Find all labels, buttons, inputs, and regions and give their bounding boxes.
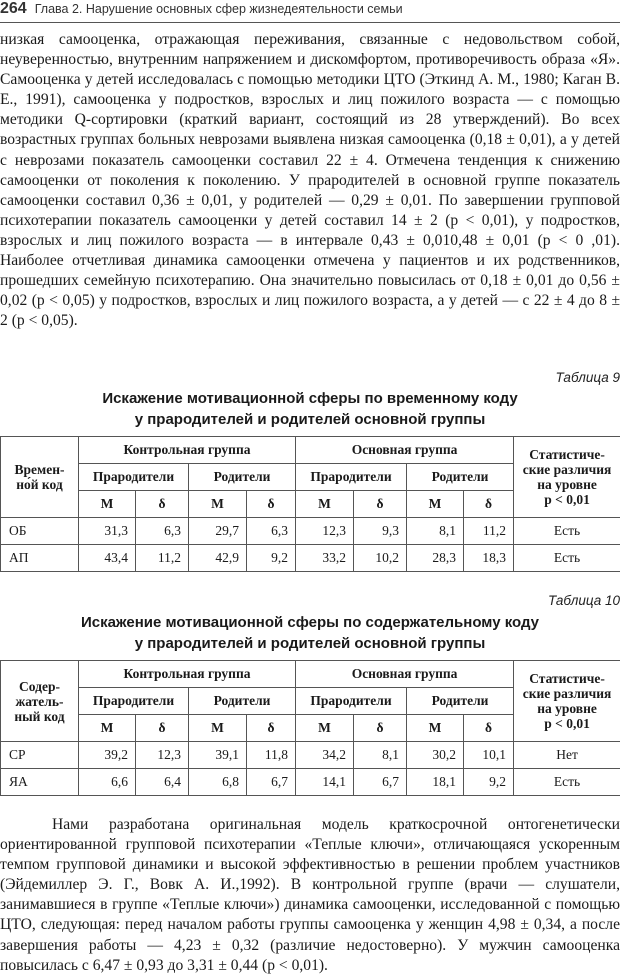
cell: 11,8 xyxy=(247,742,296,769)
cell: 12,3 xyxy=(296,518,354,545)
cell: 6,3 xyxy=(136,518,189,545)
table10-col-d: δ xyxy=(464,715,514,742)
table10-sub-grandparents-main: Прародители xyxy=(296,688,407,715)
table9-col-m: М xyxy=(189,491,247,518)
cell: 33,2 xyxy=(296,545,354,572)
stat-cell: Есть xyxy=(514,518,620,545)
cell: 11,2 xyxy=(136,545,189,572)
cell: 11,2 xyxy=(464,518,514,545)
table-row xyxy=(1,769,620,796)
cell: 34,2 xyxy=(296,742,354,769)
stat-cell: Есть xyxy=(514,545,620,572)
cell: 30,2 xyxy=(407,742,464,769)
cell: 6,7 xyxy=(247,769,296,796)
cell: 6,4 xyxy=(136,769,189,796)
cell: 9,2 xyxy=(464,769,514,796)
table10-col-d: δ xyxy=(247,715,296,742)
table10-sub-grandparents-control: Прародители xyxy=(79,688,189,715)
table10-title-line1: Искажение мотивационной сферы по содержательному коду xyxy=(80,614,540,631)
cell: 9,3 xyxy=(354,518,407,545)
table10-sub-parents-main: Родители xyxy=(407,688,514,715)
table9-title-line1: Искажение мотивационной сферы по временному коду xyxy=(102,390,518,407)
table10-col-m: М xyxy=(189,715,247,742)
row-label: СР xyxy=(1,742,79,769)
page-header xyxy=(0,0,620,22)
cell: 8,1 xyxy=(354,742,407,769)
cell: 42,9 xyxy=(189,545,247,572)
cell: 39,2 xyxy=(79,742,136,769)
table9-col-d: δ xyxy=(464,491,514,518)
running-head: Глава 2. Нарушение основных сфер жизнедеятельности семьи xyxy=(34,2,403,16)
table9-col-d: δ xyxy=(354,491,407,518)
table9 xyxy=(0,436,620,572)
table-row xyxy=(1,518,620,545)
table9-col-m: М xyxy=(79,491,136,518)
intro-paragraph: низкая самооценка, отражающая переживания, связанные с недовольством собой, неуверенностью, внутренним напряжением и дискомфортом, противоречивость образа «Я». Самооценка у детей исследовалась с помощью методики ЦТО (Эткинд А. М., 1980; Каган В. Е., 1991), самооценка у подростков, взрослых и лиц пожилого возраста — с помощью методики Q-сортировки (краткий вариант, состоящий из 28 утверждений). Во всех возрастных группах больных неврозами выявлена низкая самооценка (0,18 ± 0,01), а у детей с неврозами показатель самооценки составил 22 ± 4. Отмечена тенденция к снижению самооценки от поколения к поколению. У прародителей в основной группе показатель самооценки составил 0,36 ± 0,01, у родителей — 0,29 ± 0,01. По завершении групповой психотерапии показатель самооценки у детей составил 14 ± 2 (р < 0,01), у подростков, взрослых и лиц пожилого возраста — в интервале 0,43 ± 0,010,48 ± 0,01 (р < 0 ,01). Наиболее отчетливая динамика самооценки отмечена у пациентов и их родственников, прошедших семейную психотерапию. Она значительно повысилась от 0,18 ± 0,01 до 0,56 ± 0,02 (р < 0,05) у подростков, взрослых и лиц пожилого возраста, а у детей — с 22 ± 4 до 8 ± 2 (р < 0,05). xyxy=(0,31,620,330)
cell: 29,7 xyxy=(189,518,247,545)
table-row xyxy=(1,742,620,769)
table10-col-m: М xyxy=(296,715,354,742)
table9-col-m: М xyxy=(407,491,464,518)
table-row xyxy=(1,545,620,572)
cell: 39,1 xyxy=(189,742,247,769)
table10-sub-parents-control: Родители xyxy=(189,688,296,715)
table10-group-control: Контрольная группа xyxy=(79,661,296,688)
cell: 6,6 xyxy=(79,769,136,796)
table10-label: Таблица 10 xyxy=(547,593,620,608)
cell: 6,3 xyxy=(247,518,296,545)
page-number: 264 xyxy=(0,0,27,17)
table9-stat-header: Статистиче- ские различия на уровне р < 0,01 xyxy=(514,437,620,518)
row-label: ОБ xyxy=(1,518,79,545)
cell: 31,3 xyxy=(79,518,136,545)
cell: 28,3 xyxy=(407,545,464,572)
header-rule xyxy=(0,22,620,23)
closing-paragraph: Нами разработана оригинальная модель краткосрочной онтогенетически ориентированной групповой психотерапии «Теплые ключи», отличающаяся ускоренным темпом групповой динамики и высокой эффективностью в решении проблем участников (Эйдемиллер Э. Г., Вовк А. И.,1992). В контрольной группе (врачи — слушатели, занимавшиеся в группе «Теплые ключи») динамика самооценки, исследованной с помощью ЦТО, следующая: перед началом работы группы самооценка у женщин 4,98 ± 0,34, а после завершения работы — 4,23 ± 0,32 (различие недостоверно). У мужчин самооценка повысилась с 6,47 ± 0,93 до 3,31 ± 0,44 (р < 0,01). xyxy=(0,816,620,974)
table10-col-d: δ xyxy=(354,715,407,742)
table9-col-d: δ xyxy=(247,491,296,518)
cell: 18,3 xyxy=(464,545,514,572)
table9-sub-parents-main: Родители xyxy=(407,464,514,491)
cell: 6,7 xyxy=(354,769,407,796)
cell: 10,2 xyxy=(354,545,407,572)
table10 xyxy=(0,660,620,796)
table10-group-main: Основная группа xyxy=(296,661,514,688)
table10-stat-header: Статистиче- ские различия на уровне р < 0,01 xyxy=(514,661,620,742)
table10-stub-header: Содер- жатель- ный код xyxy=(1,661,79,742)
cell: 9,2 xyxy=(247,545,296,572)
cell: 6,8 xyxy=(189,769,247,796)
table10-title-line2: у прародителей и родителей основной группы xyxy=(134,635,486,652)
row-label: ЯА xyxy=(1,769,79,796)
table10-col-d: δ xyxy=(136,715,189,742)
cell: 10,1 xyxy=(464,742,514,769)
table9-col-d: δ xyxy=(136,491,189,518)
table10-col-m: М xyxy=(407,715,464,742)
cell: 8,1 xyxy=(407,518,464,545)
cell: 12,3 xyxy=(136,742,189,769)
stat-cell: Есть xyxy=(514,769,620,796)
cell: 43,4 xyxy=(79,545,136,572)
table9-sub-grandparents-control: Прародители xyxy=(79,464,189,491)
table9-title-line2: у прародителей и родителей основной группы xyxy=(134,411,486,428)
table9-group-control: Контрольная группа xyxy=(79,437,296,464)
table9-stub-header: Времен- но́й код xyxy=(1,437,79,518)
row-label: АП xyxy=(1,545,79,572)
cell: 14,1 xyxy=(296,769,354,796)
table9-group-main: Основная группа xyxy=(296,437,514,464)
table9-label: Таблица 9 xyxy=(555,370,620,385)
cell: 18,1 xyxy=(407,769,464,796)
stat-cell: Нет xyxy=(514,742,620,769)
table9-col-m: М xyxy=(296,491,354,518)
table9-sub-parents-control: Родители xyxy=(189,464,296,491)
table10-col-m: М xyxy=(79,715,136,742)
table9-sub-grandparents-main: Прародители xyxy=(296,464,407,491)
